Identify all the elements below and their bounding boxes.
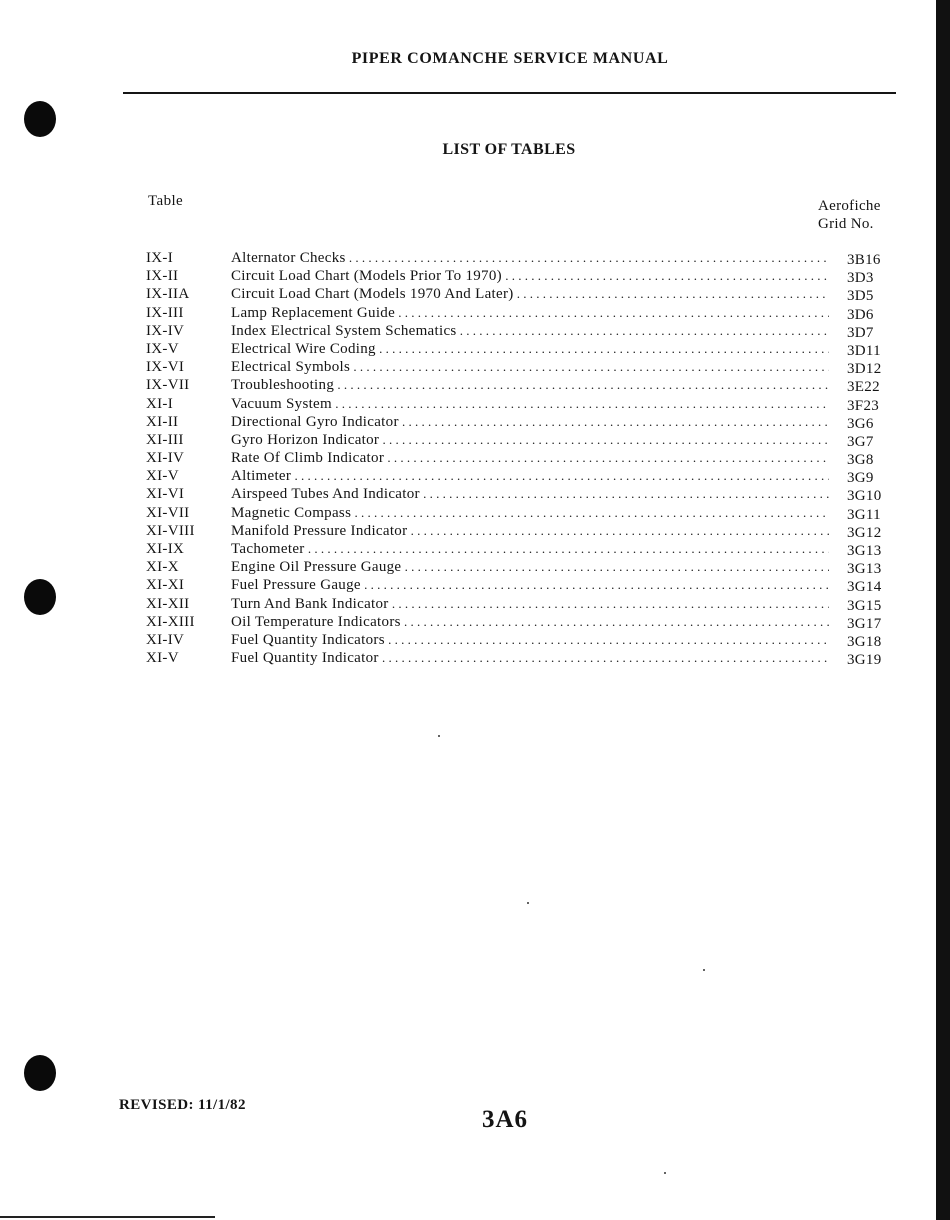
grid-number: 3D5 (847, 288, 874, 305)
toc-row (146, 540, 892, 558)
table-title: Alternator Checks . . . (231, 249, 829, 267)
grid-number: 3G6 (847, 415, 874, 432)
grid-number: 3G13 (847, 543, 882, 559)
table-title: Tachometer . . . (231, 540, 829, 558)
table-number: IX-IV (146, 322, 185, 339)
grid-number: 3D12 (847, 361, 882, 378)
table-title: Gyro Horizon Indicator . . . (231, 431, 829, 449)
table-number: XI-XII (146, 595, 190, 612)
table-number: IX-III (146, 304, 184, 321)
toc-row (146, 595, 892, 613)
scan-speck (527, 902, 529, 904)
scan-speck (664, 1172, 666, 1174)
header-rule (123, 92, 896, 94)
toc-row (146, 649, 892, 667)
table-number: IX-VII (146, 377, 190, 394)
table-number: XI-IV (146, 450, 185, 467)
grid-number: 3D3 (847, 270, 874, 287)
toc-row (146, 322, 892, 340)
scan-speck (438, 735, 440, 737)
table-column-header: Table (148, 193, 184, 209)
toc-row (146, 413, 892, 431)
table-number: XI-IX (146, 541, 185, 557)
grid-number: 3G11 (847, 506, 881, 523)
grid-number: 3B16 (847, 252, 881, 268)
grid-number: 3D6 (847, 306, 874, 323)
table-title: Turn And Bank Indicator . . . (231, 595, 829, 613)
grid-column-header-line2: Grid No. (818, 216, 874, 232)
table-number: XI-VI (146, 486, 185, 503)
table-number: XI-IV (146, 631, 185, 648)
toc-row (146, 558, 892, 576)
grid-number: 3G8 (847, 452, 874, 469)
toc-row (146, 285, 892, 303)
toc-row (146, 249, 892, 267)
toc-row (146, 431, 892, 449)
table-number: XI-VII (146, 504, 190, 521)
table-title: Rate Of Climb Indicator . . . (231, 449, 829, 467)
grid-number: 3G13 (847, 561, 882, 578)
table-number: XI-III (146, 431, 184, 448)
page-number: 3A6 (482, 1106, 529, 1133)
grid-number: 3G10 (847, 488, 882, 505)
table-title: Manifold Pressure Indicator . . . (231, 522, 829, 540)
table-title: Fuel Quantity Indicators . . . (231, 631, 829, 649)
grid-number: 3G15 (847, 597, 882, 614)
section-title: LIST OF TABLES (442, 141, 576, 158)
grid-number: 3G18 (847, 633, 882, 650)
table-title: Electrical Symbols . . . (231, 358, 829, 376)
table-number: XI-XIII (146, 613, 195, 630)
toc-row (146, 485, 892, 503)
grid-number: 3G7 (847, 433, 874, 450)
table-title: Airspeed Tubes And Indicator . . . (231, 485, 829, 503)
table-title: Oil Temperature Indicators . . . (231, 613, 829, 631)
table-title: Fuel Pressure Gauge . . . (231, 576, 829, 594)
toc-row (146, 395, 892, 413)
table-title: Electrical Wire Coding . . . (231, 340, 829, 358)
scan-edge-line (0, 1216, 215, 1218)
grid-column-header-line1: Aerofiche (818, 198, 881, 214)
toc-row (146, 267, 892, 285)
toc-row (146, 613, 892, 631)
table-title: Directional Gyro Indicator . . . (231, 413, 829, 431)
toc-row (146, 522, 892, 540)
binder-hole (24, 101, 56, 137)
grid-number: 3G19 (847, 652, 882, 669)
binder-hole (24, 579, 56, 615)
binder-hole (24, 1055, 56, 1091)
toc-row (146, 340, 892, 358)
table-title: Circuit Load Chart (Models 1970 And Later) . . . (231, 285, 829, 303)
table-title: Index Electrical System Schematics . . . (231, 322, 829, 340)
table-of-contents (146, 249, 892, 667)
table-number: IX-I (146, 250, 174, 266)
table-title: Magnetic Compass . . . (231, 504, 829, 522)
manual-title: PIPER COMANCHE SERVICE MANUAL (351, 50, 669, 67)
table-number: XI-X (146, 559, 179, 576)
table-number: XI-V (146, 468, 179, 485)
toc-row (146, 449, 892, 467)
grid-number: 3G17 (847, 615, 882, 632)
table-title: Engine Oil Pressure Gauge . . . (231, 558, 829, 576)
table-title: Circuit Load Chart (Models Prior To 1970) . . . (231, 267, 829, 285)
table-number: IX-V (146, 340, 179, 357)
table-number: XI-I (146, 395, 174, 412)
page-edge-bar (936, 0, 950, 1220)
toc-row (146, 504, 892, 522)
toc-row (146, 376, 892, 394)
table-number: IX-VI (146, 359, 185, 376)
grid-number: 3G12 (847, 524, 882, 541)
table-number: XI-VIII (146, 522, 195, 539)
toc-row (146, 631, 892, 649)
table-title: Fuel Quantity Indicator . . . (231, 649, 829, 667)
table-number: IX-IIA (146, 286, 190, 303)
table-title: Vacuum System . . . (231, 395, 829, 413)
grid-number: 3D11 (847, 342, 881, 359)
revision-date: REVISED: 11/1/82 (119, 1097, 246, 1113)
table-number: IX-II (146, 268, 179, 285)
grid-number: 3D7 (847, 324, 874, 341)
table-number: XI-XI (146, 577, 185, 594)
toc-row (146, 358, 892, 376)
toc-row (146, 576, 892, 594)
toc-row (146, 304, 892, 322)
grid-number: 3E22 (847, 379, 880, 396)
scan-speck (703, 969, 705, 971)
grid-number: 3G14 (847, 579, 882, 596)
grid-column-header (818, 197, 881, 233)
table-title: Lamp Replacement Guide . . . (231, 304, 829, 322)
grid-number: 3F23 (847, 397, 880, 414)
table-number: XI-V (146, 650, 179, 667)
grid-number: 3G9 (847, 470, 874, 487)
table-title: Troubleshooting . . . (231, 376, 829, 394)
table-number: XI-II (146, 413, 179, 430)
table-title: Altimeter . . . (231, 467, 829, 485)
toc-row (146, 467, 892, 485)
